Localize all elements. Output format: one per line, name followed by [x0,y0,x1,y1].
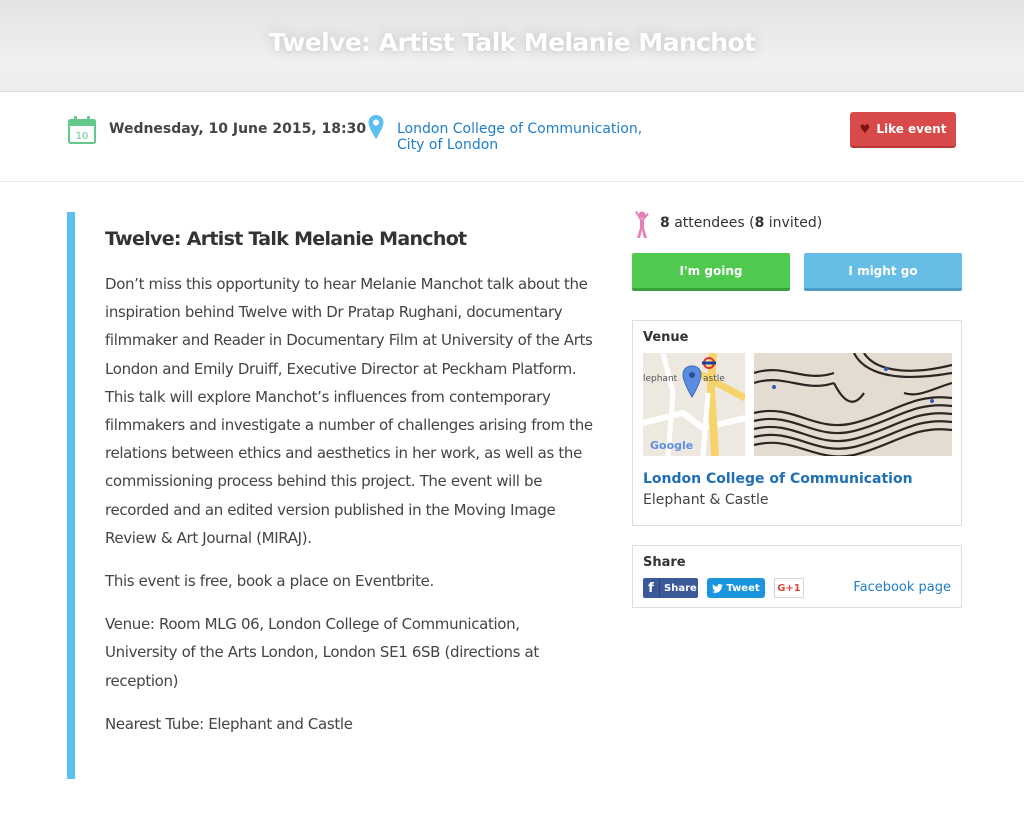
venue-area: Elephant & Castle [643,492,769,508]
heart-icon: ♥ [859,122,871,136]
map-label-left: lephant [643,374,678,384]
i-might-go-button[interactable]: I might go [804,253,962,291]
share-panel [632,545,962,608]
event-location-link[interactable] [397,121,677,153]
article-paragraph: Don’t miss this opportunity to hear Melanie Manchot talk about the inspiration behind Twelve with Dr Pratap Rughani, documentary filmmaker and Reader in Documentary Film at University of the Arts London and Emily Druiff, Executive Director at Peckham Platform. This talk will explore Manchot’s influences from contemporary filmmakers and investigate a number of challenges arising from the relations between ethics and aesthetics in her work, as well as the commissioning process behind this project. The event will be recorded and an edited version published in the Moving Image Review & Art Journal (MIRAJ). [105,275,593,547]
article-paragraph: Venue: Room MLG 06, London College of Communication, University of the Arts London, London SE1 6SB (directions at reception) [105,615,539,690]
article-title: Twelve: Artist Talk Melanie Manchot [105,228,467,250]
map-brand: Google [650,439,694,452]
article-paragraph: Nearest Tube: Elephant and Castle [105,714,353,733]
location-line-2[interactable]: City of London [397,137,499,153]
like-event-label: Like event [876,122,947,136]
twitter-icon [712,584,723,593]
venue-photo[interactable] [754,353,952,456]
location-pin-icon [367,114,385,140]
venue-panel [632,320,962,526]
attendee-figure-icon [632,210,652,240]
facebook-share-button[interactable] [643,578,698,598]
facebook-icon: f [643,578,660,598]
event-datetime: Wednesday, 10 June 2015, 18:30 [109,121,367,137]
twitter-tweet-button[interactable] [707,578,765,598]
venue-name-link[interactable]: London College of Communication [643,471,913,487]
like-event-button[interactable] [850,112,956,148]
twitter-tweet-label: Tweet [726,582,760,594]
venue-map[interactable] [643,353,745,456]
map-graphic [643,353,745,456]
location-line-1[interactable]: London College of Communication, [397,121,643,137]
im-going-button[interactable]: I'm going [632,253,790,291]
banner-title: Twelve: Artist Talk Melanie Manchot [268,28,756,57]
article-accent-bar [67,212,75,779]
venue-photo-graphic [754,353,952,456]
facebook-page-link[interactable]: Facebook page [853,580,951,595]
article-body [105,270,595,753]
article-paragraph: This event is free, book a place on Eventbrite. [105,572,434,591]
attendee-number: 8 [660,215,670,231]
share-heading: Share [643,555,686,570]
calendar-icon [67,115,97,145]
attendee-label: attendees ( [674,215,755,231]
facebook-share-label: Share [664,582,697,594]
venue-heading: Venue [643,330,689,345]
attendee-count [660,215,822,231]
map-label-right: astle [703,374,725,384]
calendar-day: 10 [75,131,89,142]
event-banner [0,0,1024,92]
invited-number: 8 [754,215,765,231]
google-plus-button[interactable]: G+1 [774,578,804,598]
invited-label: invited) [768,215,823,231]
